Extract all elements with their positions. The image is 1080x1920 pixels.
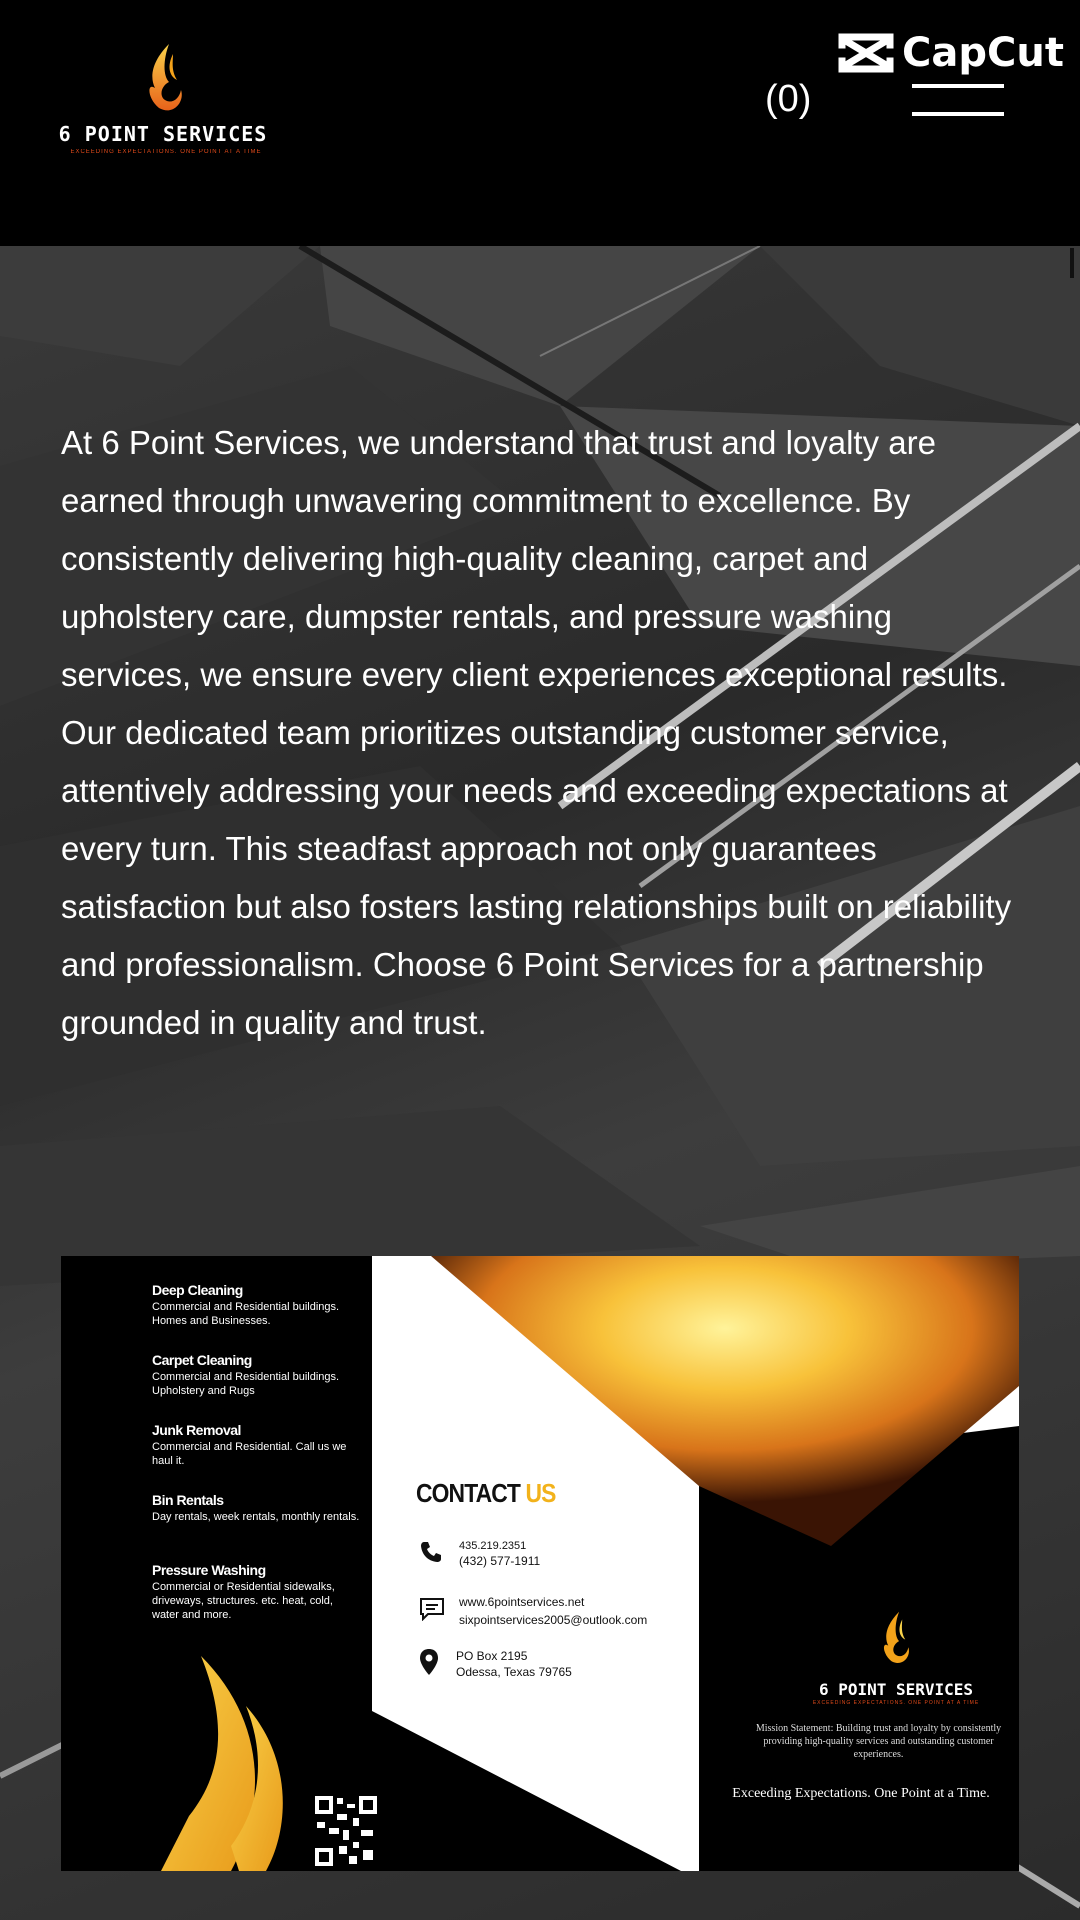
flame-icon (879, 1608, 913, 1668)
slogan: Exceeding Expectations. One Point at a Time. (732, 1786, 990, 1801)
scrollbar-indicator[interactable] (1070, 248, 1074, 278)
service-description: Commercial and Residential. Call us we haul it. (152, 1441, 347, 1467)
site-header (0, 0, 1080, 246)
email: sixpointservices2005@outlook.com (459, 1613, 648, 1627)
site-logo[interactable] (58, 42, 278, 162)
service-description: Commercial and Residential buildings. Upholstery and Rugs (152, 1371, 340, 1397)
flame-icon (143, 42, 187, 114)
service-description: Commercial or Residential sidewalks, driveways, structures. etc. heat, cold, water and more. (152, 1581, 335, 1621)
cart-count[interactable]: (0) (765, 78, 812, 120)
qr-code-icon (313, 1794, 379, 1868)
phone-2: (432) 577-1911 (459, 1554, 541, 1568)
menu-icon-line[interactable] (912, 84, 1004, 88)
address-line-1: PO Box 2195 (456, 1649, 528, 1663)
service-item (152, 1352, 362, 1398)
capcut-icon (838, 31, 894, 75)
phone-icon (419, 1540, 443, 1564)
mission-statement: Mission Statement: Building trust and loyalty by consistently providing high-quality services and outstanding customer experiences. (755, 1723, 1002, 1760)
location-pin-icon (419, 1648, 439, 1676)
service-item (152, 1282, 362, 1328)
contact-heading (416, 1478, 556, 1509)
service-item (152, 1422, 362, 1468)
service-title: Junk Removal (152, 1422, 241, 1438)
logo-text: 6 POINT SERVICES (58, 122, 268, 146)
service-title: Bin Rentals (152, 1492, 224, 1508)
flyer-logo-tagline: EXCEEDING EXPECTATIONS. ONE POINT AT A TIME (812, 1700, 980, 1706)
service-title: Carpet Cleaning (152, 1352, 252, 1368)
service-title: Pressure Washing (152, 1562, 266, 1578)
capcut-watermark (838, 28, 1064, 78)
about-paragraph: At 6 Point Services, we understand that trust and loyalty are earned through unwavering commitment to excellence. By consistently delivering high-quality cleaning, carpet and upholstery care, dumpster rentals, and pressure washing services, we ensure every client experiences exceptional results. Our dedicated team prioritizes outstanding customer service, attentively addressing your needs and exceeding expectations at every turn. This steadfast approach not only guarantees satisfaction but also fosters lasting relationships built on reliability and professionalism. Choose 6 Point Services for a partnership grounded in quality and trust. (61, 424, 1012, 1041)
service-description: Day rentals, week rentals, monthly rentals. (152, 1511, 360, 1523)
flyer-logo-text: 6 POINT SERVICES (818, 1680, 974, 1699)
service-item (152, 1492, 362, 1524)
menu-icon-line[interactable] (912, 112, 1004, 116)
logo-tagline: EXCEEDING EXPECTATIONS. ONE POINT AT A TIME (70, 149, 262, 155)
website: www.6pointservices.net (459, 1595, 585, 1609)
capcut-label: CapCut (902, 30, 1064, 76)
contact-heading-accent: US (525, 1478, 556, 1508)
services-flyer-image (61, 1256, 1019, 1871)
phone-1: 435.219.2351 (459, 1540, 527, 1552)
service-description: Commercial and Residential buildings. Homes and Businesses. (152, 1301, 340, 1327)
address-line-2: Odessa, Texas 79765 (456, 1665, 572, 1679)
service-title: Deep Cleaning (152, 1282, 243, 1298)
contact-heading-word: CONTACT (416, 1478, 520, 1508)
message-icon (419, 1597, 445, 1621)
service-item (152, 1562, 362, 1622)
